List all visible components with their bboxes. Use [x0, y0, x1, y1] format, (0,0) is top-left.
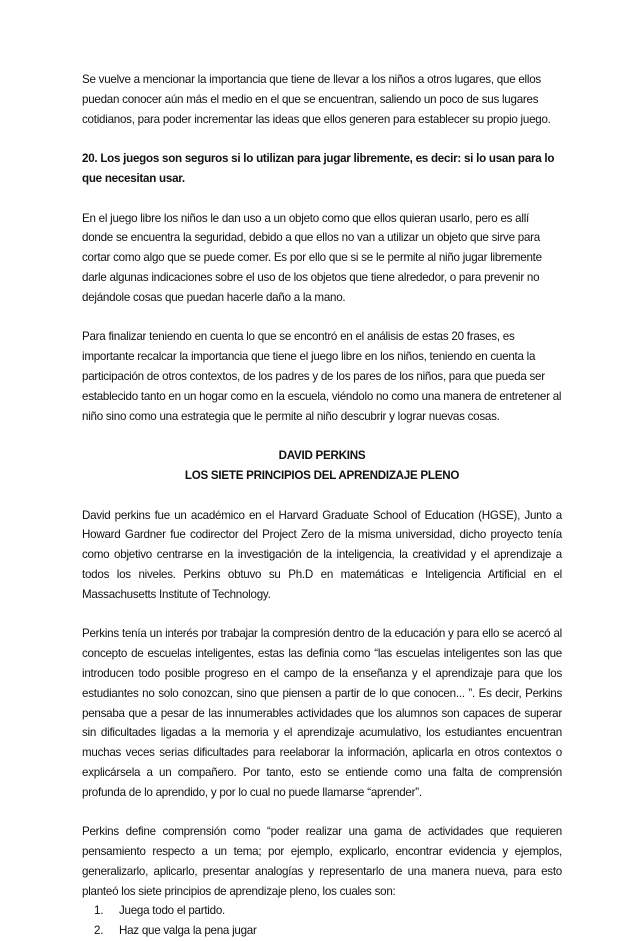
paragraph-conclusion: Para finalizar teniendo en cuenta lo que se encontró en el análisis de estas 20 frases, es importante recalcar la importancia que tiene el juego libre en los niños, teniendo en cuenta la participación de otros contextos, de los padres y de los pares de los niños, para que pueda ser establecido tanto en un hogar como en la escuela, viéndolo no como una manera de entretener al niño sino como una estrategia que le permite al niño descubrir y lograr nuevas cosas.: [82, 330, 562, 423]
paragraph-free-play-safety: En el juego libre los niños le dan uso a un objeto como que ellos quieran usarlo, pero es allí donde se encuentra la seguridad, debido a que ellos no van a utilizar un objeto que sirve para cortar como algo que se puede comer. Es por ello que si se le permite al niño jugar libremente darle algunas indicaciones sobre el uso de los objetos que tiene alrededor, o para prevenir no dejándole cosas que puedan hacerle daño a la mano.: [82, 211, 542, 304]
paragraph-outdoor-play: Se vuelve a mencionar la importancia que tiene de llevar a los niños a otros lugares, que ellos puedan conocer aún más el medio en el que se encuentran, saliendo un poco de sus lugares cotidianos, para poder incrementar las ideas que ellos generen para establecer su propio juego.: [82, 73, 551, 126]
paragraph-comprehension-definition: Perkins define comprensión como “poder realizar una gama de actividades que requieren pensamiento respecto a un tema; por ejemplo, explicarlo, encontrar evidencia y ejemplos, generalizarlo, aplicarlo, presentar analogías y representarlo de una manera nueva, para esto planteó los siete principios de aprendizaje pleno, los cuales son:: [82, 825, 562, 898]
heading-author: DAVID PERKINS: [278, 449, 366, 463]
list-item-text: Haz que valga la pena jugar: [118, 924, 257, 938]
paragraph-perkins-bio: David perkins fue un académico en el Harvard Graduate School of Education (HGSE), Junto a Howard Gardner fue codirector del Project Zero de la misma universidad, dicho proyecto tenía como objetivo centrarse en la investigación de la inteligencia, la creatividad y el aprendizaje a todos los niveles. Perkins obtuvo su Ph.D en matemáticas e Inteligencia Artificial en el Massachusetts Institute of Technology.: [82, 508, 562, 601]
page-content: [82, 70, 562, 941]
paragraph-smart-schools: Perkins tenía un interés por trabajar la compresión dentro de la educación y para ello se acercó al concepto de escuelas inteligentes, estas las definia como “las escuelas inteligentes son las que introducen todo posible progreso en el campo de la enseñanza y el aprendizaje para que los estudiantes no solo conozcan, sino que piensen a partir de lo que conocen... ”. Es decir, Perkins pensaba que a pesar de las innumerables actividades que los alumnos son capaces de superar sin dificultades ligadas a la memoria y el aprendizaje acumulativo, los estudiantes encuentran muchas veces serias dificultades para reelaborar la información, aplicarla en otros contextos o explicársela a un compañero. Por tanto, esto se entiende como una falta de comprensión profunda de lo aprendido, y por lo cual no puede llamarse “aprender”.: [82, 627, 562, 799]
section-heading: [82, 446, 562, 486]
heading-title: LOS SIETE PRINCIPIOS DEL APRENDIZAJE PLENO: [184, 468, 460, 482]
list-item-number: 1.: [94, 904, 104, 918]
principles-list: [82, 901, 562, 941]
list-item-text: Juega todo el partido.: [118, 904, 225, 918]
list-item-number: 2.: [94, 924, 104, 938]
phrase-20-heading: 20. Los juegos son seguros si lo utilizan para jugar libremente, es decir: si lo usan para lo que necesitan usar.: [82, 152, 555, 185]
list-item: [82, 901, 562, 921]
list-item: [82, 921, 562, 941]
